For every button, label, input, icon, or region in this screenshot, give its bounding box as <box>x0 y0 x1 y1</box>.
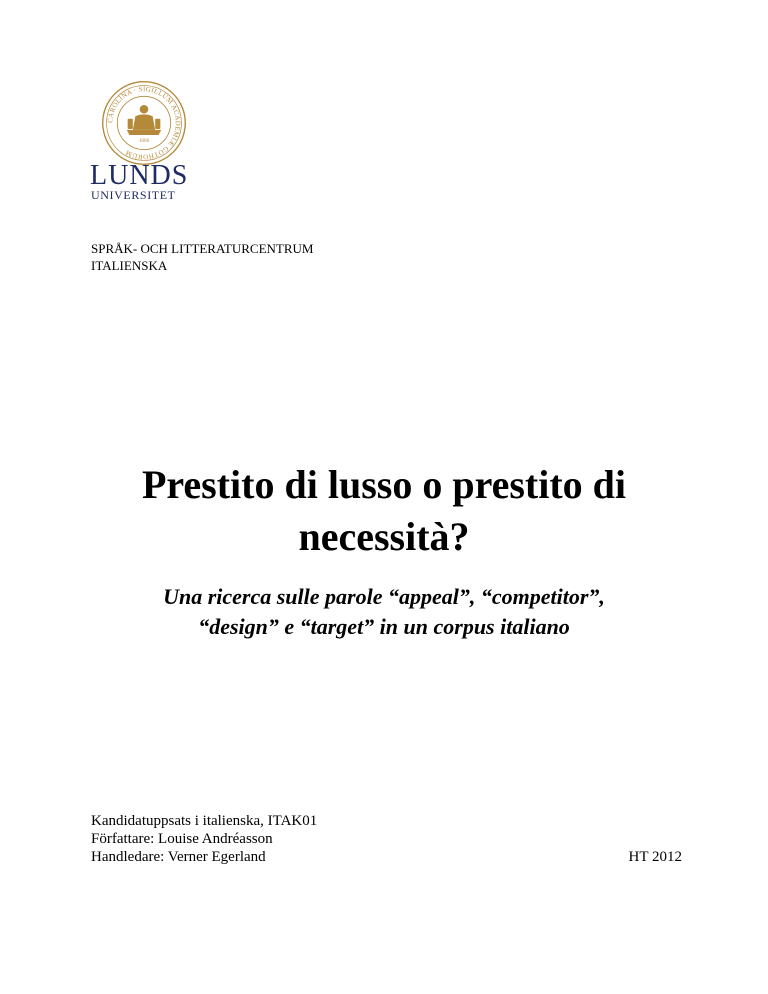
seal-ring-text: CAROLINA · SIGILLUM ACADEMIÆ GOTHORUM <box>107 86 181 160</box>
seal-figure <box>127 105 161 135</box>
subtitle-line-2: “design” e “target” in un corpus italiano <box>198 614 570 639</box>
supervisor: Handledare: Verner Egerland <box>91 849 266 865</box>
thesis-title <box>60 459 708 563</box>
author: Författare: Louise Andréasson <box>91 831 273 847</box>
university-name: LUNDS <box>90 160 189 191</box>
lund-university-seal-icon <box>101 80 187 166</box>
thesis-type: Kandidatuppsats i italienska, ITAK01 <box>91 813 318 829</box>
title-line-1: Prestito di lusso o prestito di <box>141 462 627 507</box>
university-logo <box>84 72 204 204</box>
department-block <box>91 240 313 274</box>
subtitle-line-1: Una ricerca sulle parole “appeal”, “competitor”, <box>163 584 605 609</box>
university-name-sub: UNIVERSITET <box>91 188 176 202</box>
subject-name: ITALIENSKA <box>91 258 168 273</box>
semester: HT 2012 <box>628 849 682 865</box>
title-line-2: necessità? <box>298 514 470 559</box>
thesis-info <box>91 812 681 866</box>
thesis-subtitle <box>60 582 708 642</box>
seal-year: 1666 <box>138 137 150 144</box>
department-name: SPRÅK- OCH LITTERATURCENTRUM <box>91 241 314 256</box>
